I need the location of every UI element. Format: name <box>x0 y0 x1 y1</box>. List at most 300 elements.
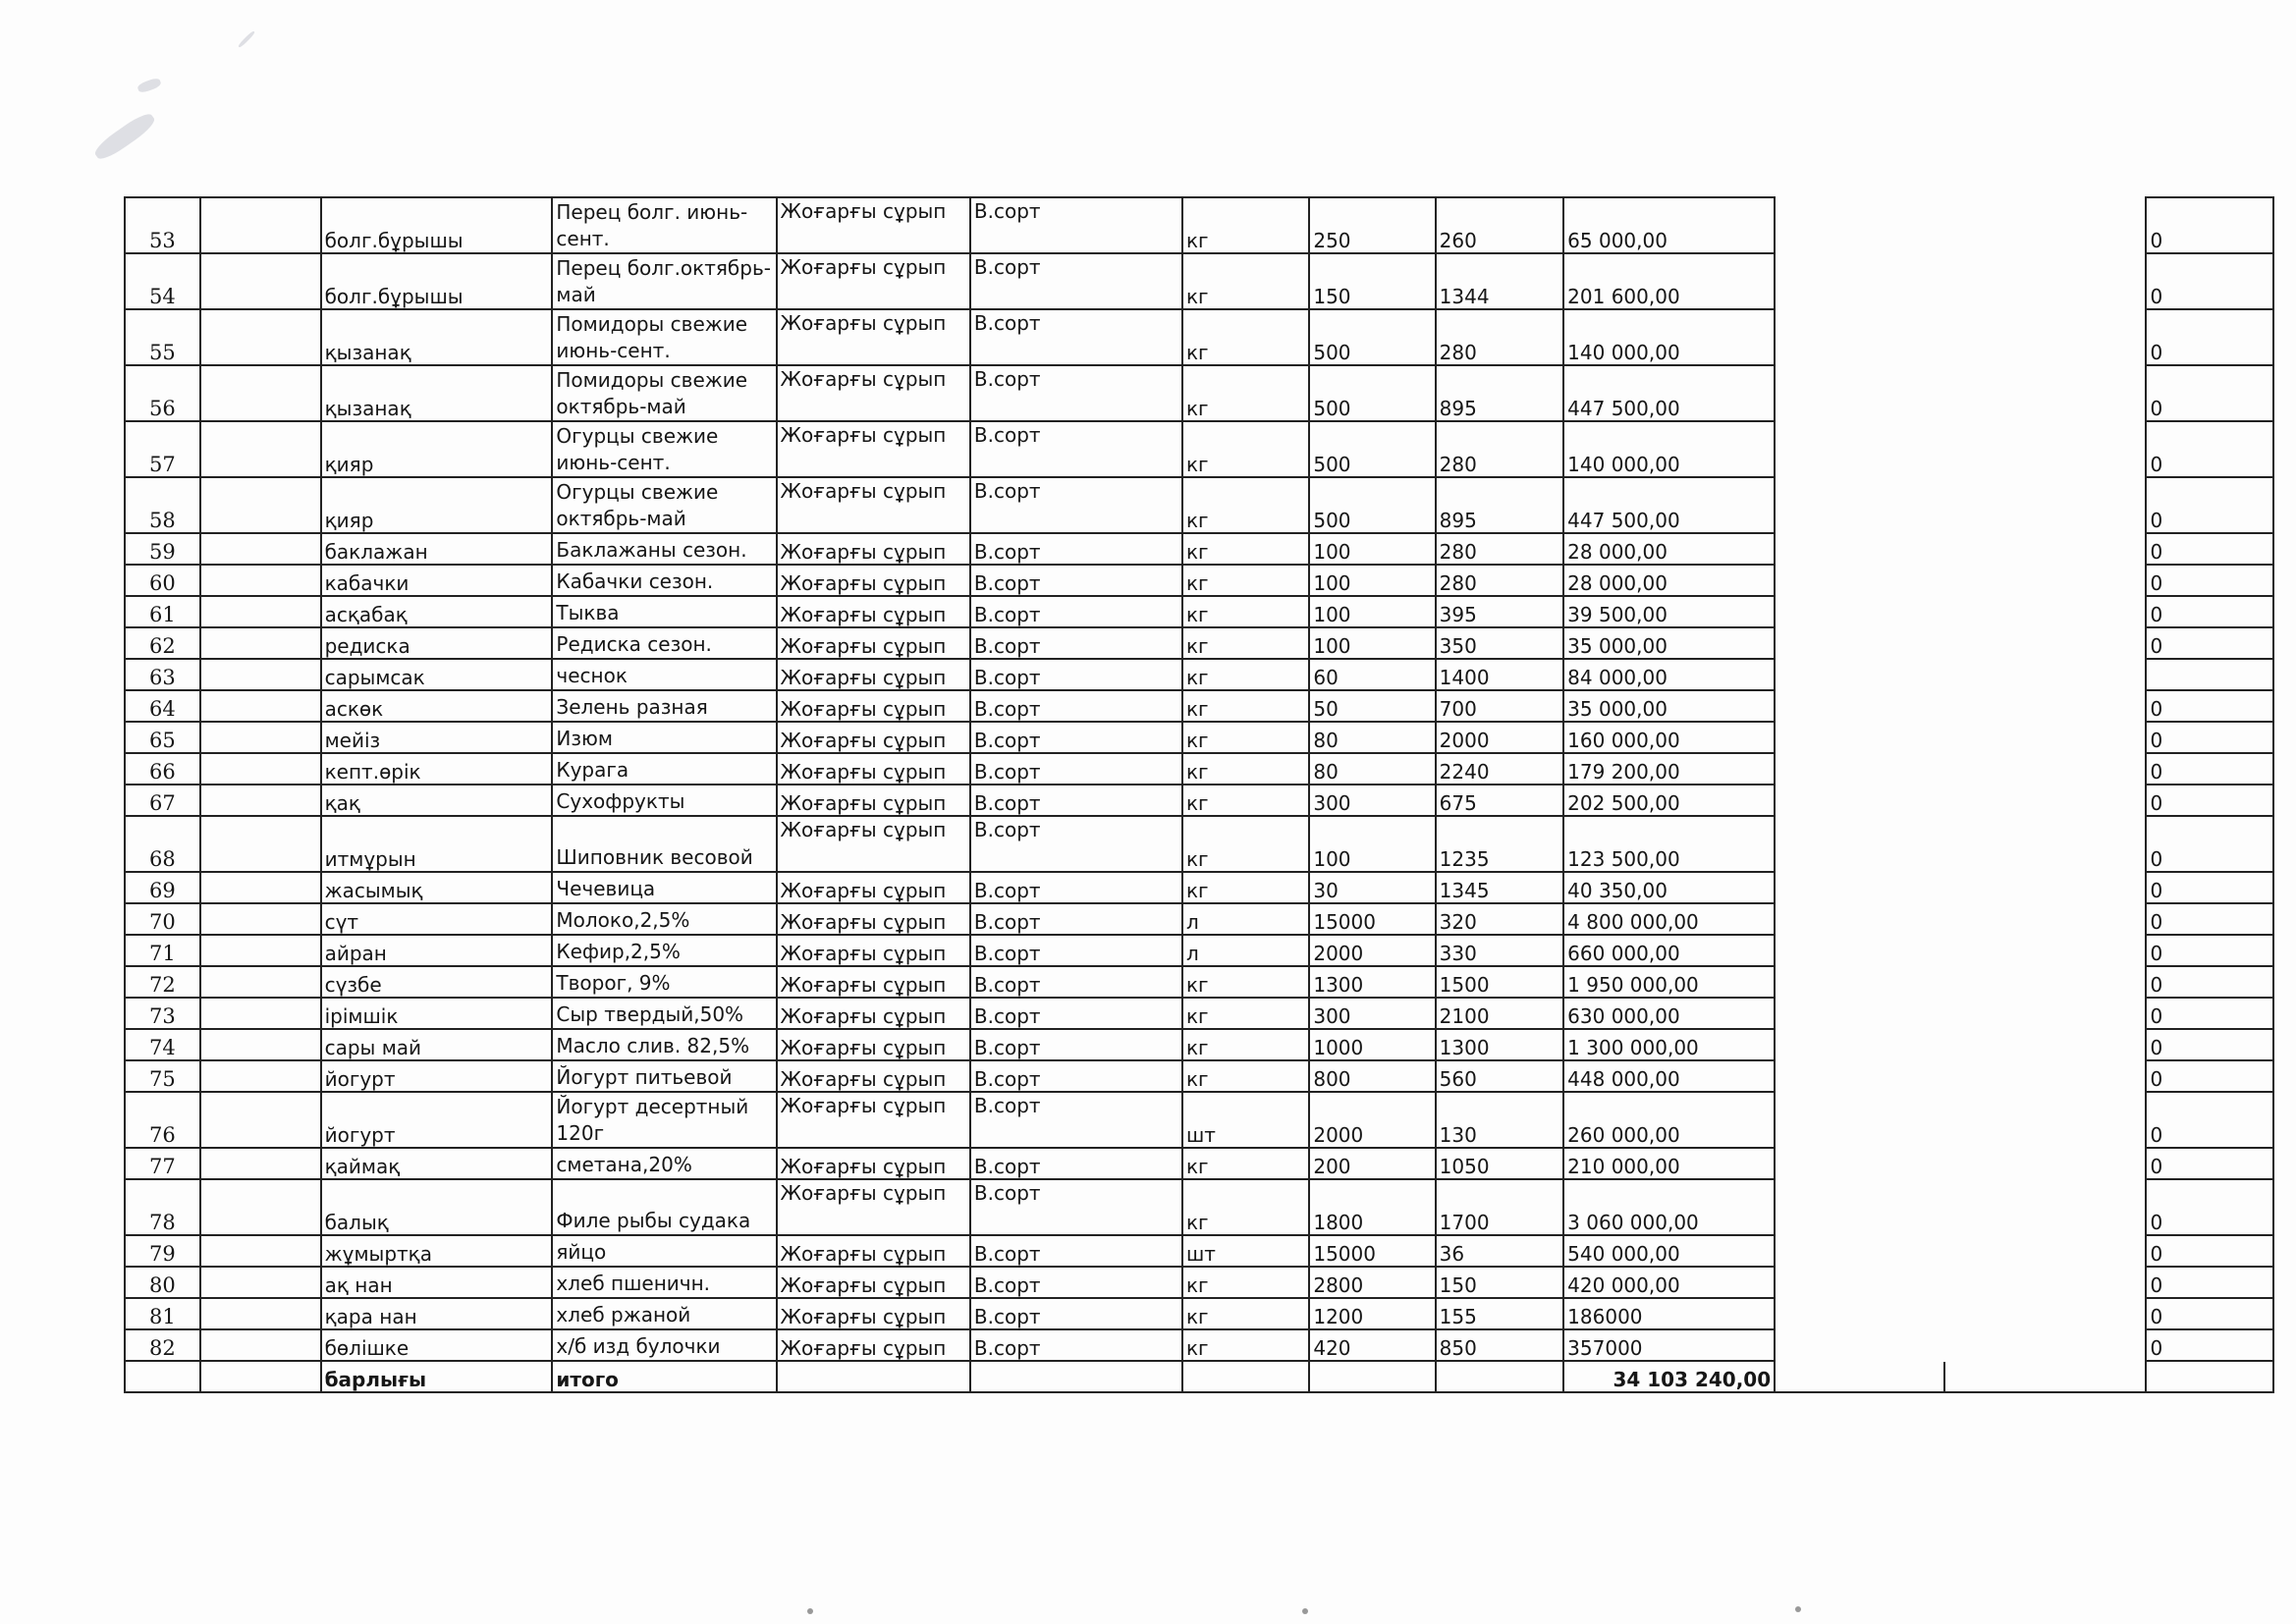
quantity: 500 <box>1309 365 1435 421</box>
amount: 1 300 000,00 <box>1563 1029 1775 1060</box>
blank-cell <box>1775 785 1944 816</box>
item-name-ru: Сыр твердый,50% <box>552 998 776 1029</box>
blank-cell <box>200 785 321 816</box>
amount: 447 500,00 <box>1563 365 1775 421</box>
blank-cell <box>1775 1148 1944 1179</box>
price: 1345 <box>1436 872 1564 903</box>
row-number: 67 <box>125 785 200 816</box>
page-speck <box>1795 1606 1801 1612</box>
total-cell-empty <box>1436 1361 1564 1392</box>
grade-kz: Жоғарғы сұрып <box>777 1179 970 1235</box>
grade-kz: Жоғарғы сұрып <box>777 872 970 903</box>
table-row <box>125 565 2273 596</box>
price: 150 <box>1436 1267 1564 1298</box>
table-row <box>125 785 2273 816</box>
price: 1344 <box>1436 253 1564 309</box>
grade-ru: В.сорт <box>970 1179 1182 1235</box>
table-row <box>125 533 2273 565</box>
item-name-kz: сарымсак <box>321 659 553 690</box>
quantity: 150 <box>1309 253 1435 309</box>
blank-cell <box>200 533 321 565</box>
blank-cell <box>1944 1179 2146 1235</box>
table-row <box>125 1298 2273 1329</box>
quantity: 100 <box>1309 816 1435 872</box>
grade-kz: Жоғарғы сұрып <box>777 1092 970 1148</box>
blank-cell <box>200 998 321 1029</box>
quantity: 1300 <box>1309 966 1435 998</box>
item-name-kz: кепт.өрік <box>321 753 553 785</box>
blank-cell <box>1944 1060 2146 1092</box>
amount: 3 060 000,00 <box>1563 1179 1775 1235</box>
grade-kz: Жоғарғы сұрып <box>777 596 970 627</box>
amount: 28 000,00 <box>1563 533 1775 565</box>
item-name-ru: Огурцы свежие октябрь-май <box>552 477 776 533</box>
blank-cell <box>200 690 321 722</box>
total-cell-empty <box>1775 1361 1944 1392</box>
blank-cell <box>1944 872 2146 903</box>
last-value: 0 <box>2146 1298 2273 1329</box>
table-row <box>125 1235 2273 1267</box>
item-name-kz: итмұрын <box>321 816 553 872</box>
blank-cell <box>200 365 321 421</box>
unit: шт <box>1182 1092 1309 1148</box>
item-name-ru: Молоко,2,5% <box>552 903 776 935</box>
unit: кг <box>1182 253 1309 309</box>
item-name-ru: хлеб ржаной <box>552 1298 776 1329</box>
last-value: 0 <box>2146 596 2273 627</box>
amount: 39 500,00 <box>1563 596 1775 627</box>
grade-ru: В.сорт <box>970 365 1182 421</box>
item-name-ru: Йогурт десертный 120г <box>552 1092 776 1148</box>
item-name-kz: балық <box>321 1179 553 1235</box>
total-label-ru: итого <box>552 1361 776 1392</box>
blank-cell <box>1775 477 1944 533</box>
blank-cell <box>1775 690 1944 722</box>
blank-cell <box>1775 935 1944 966</box>
total-cell-empty <box>2146 1361 2273 1392</box>
item-name-kz: қызанақ <box>321 309 553 365</box>
blank-cell <box>1775 1298 1944 1329</box>
amount: 210 000,00 <box>1563 1148 1775 1179</box>
last-value: 0 <box>2146 1179 2273 1235</box>
amount: 630 000,00 <box>1563 998 1775 1029</box>
blank-cell <box>1944 477 2146 533</box>
last-value: 0 <box>2146 365 2273 421</box>
row-number: 71 <box>125 935 200 966</box>
grade-kz: Жоғарғы сұрып <box>777 1329 970 1361</box>
item-name-kz: сары май <box>321 1029 553 1060</box>
total-cell-empty <box>1944 1361 2146 1392</box>
blank-cell <box>1944 1329 2146 1361</box>
item-name-kz: қияр <box>321 477 553 533</box>
blank-cell <box>1944 966 2146 998</box>
last-value: 0 <box>2146 903 2273 935</box>
price: 330 <box>1436 935 1564 966</box>
grade-ru: В.сорт <box>970 1235 1182 1267</box>
unit: кг <box>1182 998 1309 1029</box>
quantity: 100 <box>1309 565 1435 596</box>
last-value: 0 <box>2146 1235 2273 1267</box>
row-number: 76 <box>125 1092 200 1148</box>
item-name-ru: Йогурт питьевой <box>552 1060 776 1092</box>
item-name-kz: аскөк <box>321 690 553 722</box>
amount: 140 000,00 <box>1563 309 1775 365</box>
quantity: 1800 <box>1309 1179 1435 1235</box>
table-row <box>125 816 2273 872</box>
grade-kz: Жоғарғы сұрып <box>777 253 970 309</box>
item-name-ru: Помидоры свежие октябрь-май <box>552 365 776 421</box>
total-cell-empty <box>970 1361 1182 1392</box>
item-name-ru: Тыква <box>552 596 776 627</box>
procurement-table-container <box>124 196 2274 1393</box>
blank-cell <box>1775 722 1944 753</box>
blank-cell <box>1775 966 1944 998</box>
quantity: 500 <box>1309 421 1435 477</box>
quantity: 300 <box>1309 998 1435 1029</box>
blank-cell <box>1944 533 2146 565</box>
table-row <box>125 659 2273 690</box>
price: 2100 <box>1436 998 1564 1029</box>
price: 280 <box>1436 309 1564 365</box>
grade-kz: Жоғарғы сұрып <box>777 1235 970 1267</box>
item-name-ru: Курага <box>552 753 776 785</box>
unit: кг <box>1182 753 1309 785</box>
blank-cell <box>1775 753 1944 785</box>
total-cell-empty <box>200 1361 321 1392</box>
amount: 4 800 000,00 <box>1563 903 1775 935</box>
price: 36 <box>1436 1235 1564 1267</box>
grade-kz: Жоғарғы сұрып <box>777 659 970 690</box>
amount: 1 950 000,00 <box>1563 966 1775 998</box>
unit: кг <box>1182 365 1309 421</box>
item-name-kz: йогурт <box>321 1092 553 1148</box>
blank-cell <box>1944 596 2146 627</box>
amount: 202 500,00 <box>1563 785 1775 816</box>
grade-kz: Жоғарғы сұрып <box>777 753 970 785</box>
unit: кг <box>1182 816 1309 872</box>
unit: кг <box>1182 477 1309 533</box>
blank-cell <box>200 1029 321 1060</box>
grade-ru: В.сорт <box>970 1029 1182 1060</box>
unit: кг <box>1182 421 1309 477</box>
unit: л <box>1182 903 1309 935</box>
table-row <box>125 903 2273 935</box>
blank-cell <box>1775 1092 1944 1148</box>
blank-cell <box>1944 309 2146 365</box>
unit: кг <box>1182 596 1309 627</box>
last-value: 0 <box>2146 998 2273 1029</box>
unit: кг <box>1182 659 1309 690</box>
grade-kz: Жоғарғы сұрып <box>777 565 970 596</box>
item-name-ru: Шиповник весовой <box>552 816 776 872</box>
blank-cell <box>1775 998 1944 1029</box>
row-number: 53 <box>125 197 200 253</box>
item-name-ru: Чечевица <box>552 872 776 903</box>
blank-cell <box>1775 1235 1944 1267</box>
grade-ru: В.сорт <box>970 659 1182 690</box>
blank-cell <box>1944 998 2146 1029</box>
blank-cell <box>1775 903 1944 935</box>
unit: кг <box>1182 872 1309 903</box>
total-cell-empty <box>125 1361 200 1392</box>
row-number: 61 <box>125 596 200 627</box>
price: 280 <box>1436 533 1564 565</box>
price: 1300 <box>1436 1029 1564 1060</box>
grade-ru: В.сорт <box>970 197 1182 253</box>
blank-cell <box>1944 659 2146 690</box>
price: 1400 <box>1436 659 1564 690</box>
price: 280 <box>1436 565 1564 596</box>
blank-cell <box>200 1329 321 1361</box>
blank-cell <box>1944 903 2146 935</box>
grade-ru: В.сорт <box>970 785 1182 816</box>
row-number: 56 <box>125 365 200 421</box>
grade-ru: В.сорт <box>970 565 1182 596</box>
item-name-ru: Кефир,2,5% <box>552 935 776 966</box>
last-value: 0 <box>2146 935 2273 966</box>
item-name-kz: жұмыртқа <box>321 1235 553 1267</box>
unit: кг <box>1182 197 1309 253</box>
quantity: 30 <box>1309 872 1435 903</box>
amount: 660 000,00 <box>1563 935 1775 966</box>
quantity: 1200 <box>1309 1298 1435 1329</box>
blank-cell <box>200 903 321 935</box>
row-number: 77 <box>125 1148 200 1179</box>
grade-ru: В.сорт <box>970 627 1182 659</box>
blank-cell <box>1944 1029 2146 1060</box>
row-number: 57 <box>125 421 200 477</box>
amount: 357000 <box>1563 1329 1775 1361</box>
item-name-ru: Творог, 9% <box>552 966 776 998</box>
grade-kz: Жоғарғы сұрып <box>777 816 970 872</box>
item-name-kz: ірімшік <box>321 998 553 1029</box>
unit: кг <box>1182 533 1309 565</box>
grade-ru: В.сорт <box>970 1329 1182 1361</box>
blank-cell <box>200 565 321 596</box>
item-name-ru: Перец болг.октябрь-май <box>552 253 776 309</box>
row-number: 81 <box>125 1298 200 1329</box>
row-number: 55 <box>125 309 200 365</box>
blank-cell <box>1775 816 1944 872</box>
blank-cell <box>200 1148 321 1179</box>
price: 560 <box>1436 1060 1564 1092</box>
last-value: 0 <box>2146 565 2273 596</box>
last-value: 0 <box>2146 1060 2273 1092</box>
row-number: 80 <box>125 1267 200 1298</box>
grade-ru: В.сорт <box>970 998 1182 1029</box>
item-name-ru: х/б изд булочки <box>552 1329 776 1361</box>
grade-kz: Жоғарғы сұрып <box>777 1148 970 1179</box>
item-name-kz: ақ нан <box>321 1267 553 1298</box>
quantity: 800 <box>1309 1060 1435 1092</box>
item-name-kz: мейіз <box>321 722 553 753</box>
row-number: 59 <box>125 533 200 565</box>
quantity: 500 <box>1309 477 1435 533</box>
item-name-kz: айран <box>321 935 553 966</box>
quantity: 100 <box>1309 533 1435 565</box>
scan-smudge <box>137 77 162 94</box>
row-number: 79 <box>125 1235 200 1267</box>
grade-kz: Жоғарғы сұрып <box>777 477 970 533</box>
quantity: 100 <box>1309 596 1435 627</box>
blank-cell <box>1944 690 2146 722</box>
amount: 123 500,00 <box>1563 816 1775 872</box>
item-name-ru: Масло слив. 82,5% <box>552 1029 776 1060</box>
last-value: 0 <box>2146 1092 2273 1148</box>
price: 675 <box>1436 785 1564 816</box>
amount: 28 000,00 <box>1563 565 1775 596</box>
last-value: 0 <box>2146 753 2273 785</box>
item-name-kz: асқабақ <box>321 596 553 627</box>
grade-kz: Жоғарғы сұрып <box>777 365 970 421</box>
table-row <box>125 872 2273 903</box>
price: 895 <box>1436 477 1564 533</box>
item-name-ru: Редиска сезон. <box>552 627 776 659</box>
item-name-kz: сүзбе <box>321 966 553 998</box>
blank-cell <box>200 477 321 533</box>
table-row <box>125 197 2273 253</box>
blank-cell <box>1775 1267 1944 1298</box>
item-name-ru: Баклажаны сезон. <box>552 533 776 565</box>
row-number: 74 <box>125 1029 200 1060</box>
blank-cell <box>200 1235 321 1267</box>
blank-cell <box>1944 565 2146 596</box>
unit: кг <box>1182 1029 1309 1060</box>
item-name-kz: баклажан <box>321 533 553 565</box>
price: 155 <box>1436 1298 1564 1329</box>
grade-kz: Жоғарғы сұрып <box>777 998 970 1029</box>
last-value: 0 <box>2146 477 2273 533</box>
table-row <box>125 365 2273 421</box>
table-row <box>125 596 2273 627</box>
blank-cell <box>1775 596 1944 627</box>
row-number: 70 <box>125 903 200 935</box>
amount: 540 000,00 <box>1563 1235 1775 1267</box>
grade-ru: В.сорт <box>970 533 1182 565</box>
blank-cell <box>200 753 321 785</box>
unit: кг <box>1182 1267 1309 1298</box>
last-value: 0 <box>2146 1029 2273 1060</box>
grade-ru: В.сорт <box>970 872 1182 903</box>
item-name-ru: чеснок <box>552 659 776 690</box>
blank-cell <box>200 197 321 253</box>
row-number: 75 <box>125 1060 200 1092</box>
total-cell-empty <box>777 1361 970 1392</box>
grade-kz: Жоғарғы сұрып <box>777 1060 970 1092</box>
last-value: 0 <box>2146 309 2273 365</box>
amount: 84 000,00 <box>1563 659 1775 690</box>
grade-kz: Жоғарғы сұрып <box>777 197 970 253</box>
quantity: 300 <box>1309 785 1435 816</box>
item-name-ru: Помидоры свежие июнь-сент. <box>552 309 776 365</box>
blank-cell <box>1944 816 2146 872</box>
grade-kz: Жоғарғы сұрып <box>777 627 970 659</box>
grade-kz: Жоғарғы сұрып <box>777 690 970 722</box>
blank-cell <box>200 1092 321 1148</box>
item-name-ru: Огурцы свежие июнь-сент. <box>552 421 776 477</box>
table-row <box>125 966 2273 998</box>
blank-cell <box>1944 1235 2146 1267</box>
grade-kz: Жоғарғы сұрып <box>777 309 970 365</box>
last-value: 0 <box>2146 1267 2273 1298</box>
price: 260 <box>1436 197 1564 253</box>
blank-cell <box>1944 627 2146 659</box>
last-value: 0 <box>2146 1329 2273 1361</box>
total-cell-empty <box>1182 1361 1309 1392</box>
blank-cell <box>1944 365 2146 421</box>
item-name-kz: қаймақ <box>321 1148 553 1179</box>
quantity: 1000 <box>1309 1029 1435 1060</box>
item-name-kz: бөлішке <box>321 1329 553 1361</box>
blank-cell <box>1775 659 1944 690</box>
quantity: 100 <box>1309 627 1435 659</box>
row-number: 69 <box>125 872 200 903</box>
grade-ru: В.сорт <box>970 1267 1182 1298</box>
quantity: 2000 <box>1309 1092 1435 1148</box>
row-number: 65 <box>125 722 200 753</box>
price: 2240 <box>1436 753 1564 785</box>
grade-kz: Жоғарғы сұрып <box>777 421 970 477</box>
row-number: 60 <box>125 565 200 596</box>
item-name-kz: сүт <box>321 903 553 935</box>
last-value: 0 <box>2146 533 2273 565</box>
blank-cell <box>1944 1148 2146 1179</box>
amount: 65 000,00 <box>1563 197 1775 253</box>
total-sum: 34 103 240,00 <box>1563 1361 1775 1392</box>
amount: 35 000,00 <box>1563 690 1775 722</box>
unit: кг <box>1182 785 1309 816</box>
item-name-ru: Изюм <box>552 722 776 753</box>
blank-cell <box>1775 309 1944 365</box>
grade-ru: В.сорт <box>970 421 1182 477</box>
price: 130 <box>1436 1092 1564 1148</box>
unit: кг <box>1182 722 1309 753</box>
table-row <box>125 998 2273 1029</box>
last-value: 0 <box>2146 627 2273 659</box>
unit: л <box>1182 935 1309 966</box>
quantity: 2800 <box>1309 1267 1435 1298</box>
item-name-ru: Зелень разная <box>552 690 776 722</box>
grade-ru: В.сорт <box>970 253 1182 309</box>
item-name-kz: қақ <box>321 785 553 816</box>
grade-ru: В.сорт <box>970 1060 1182 1092</box>
quantity: 80 <box>1309 753 1435 785</box>
quantity: 15000 <box>1309 903 1435 935</box>
amount: 260 000,00 <box>1563 1092 1775 1148</box>
blank-cell <box>1775 1179 1944 1235</box>
procurement-table <box>124 196 2274 1393</box>
quantity: 80 <box>1309 722 1435 753</box>
blank-cell <box>1944 197 2146 253</box>
item-name-ru: сметана,20% <box>552 1148 776 1179</box>
quantity: 420 <box>1309 1329 1435 1361</box>
item-name-ru: Перец болг. июнь-сент. <box>552 197 776 253</box>
table-row <box>125 1179 2273 1235</box>
blank-cell <box>1775 253 1944 309</box>
price: 280 <box>1436 421 1564 477</box>
table-row <box>125 1267 2273 1298</box>
item-name-ru: Кабачки сезон. <box>552 565 776 596</box>
quantity: 60 <box>1309 659 1435 690</box>
item-name-kz: қияр <box>321 421 553 477</box>
blank-cell <box>1944 1092 2146 1148</box>
table-row <box>125 421 2273 477</box>
last-value: 0 <box>2146 816 2273 872</box>
price: 1700 <box>1436 1179 1564 1235</box>
blank-cell <box>200 1267 321 1298</box>
item-name-ru: яйцо <box>552 1235 776 1267</box>
blank-cell <box>1944 722 2146 753</box>
